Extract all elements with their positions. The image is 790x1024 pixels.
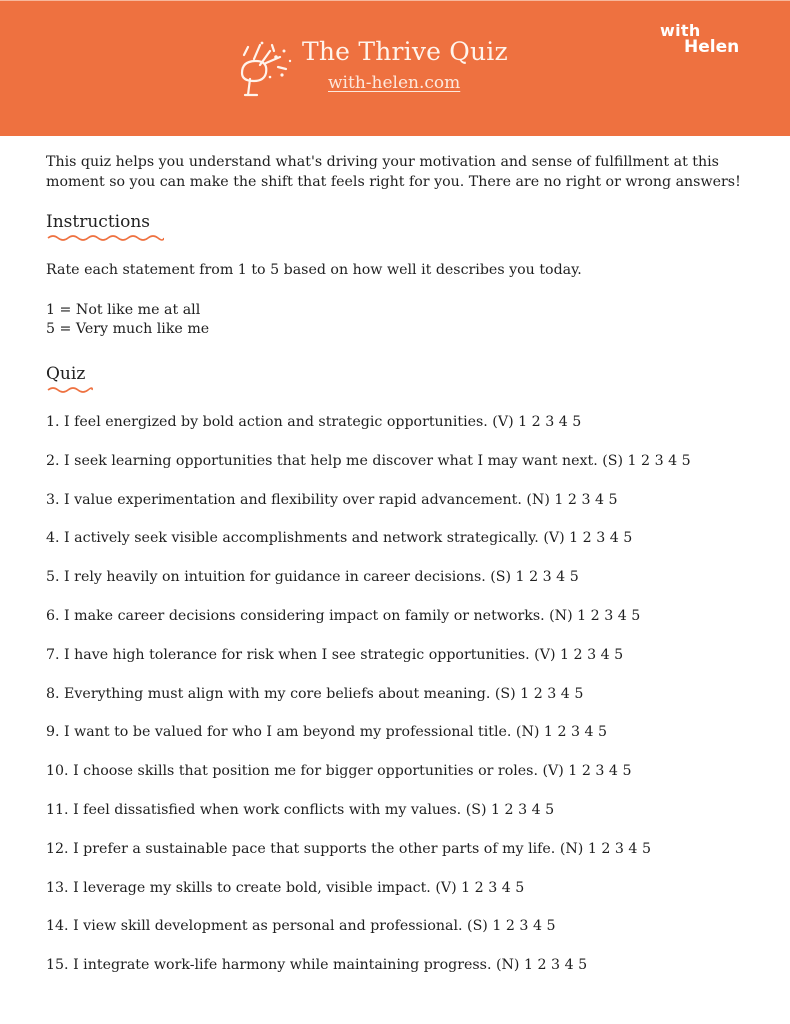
quiz-item: 13. I leverage my skills to create bold, visible impact. (V) 1 2 3 4 5	[46, 879, 525, 896]
brand-name-text: Helen	[684, 37, 740, 57]
rate-instruction: Rate each statement from 1 to 5 based on how well it describes you today.	[46, 262, 582, 278]
quiz-item: 5. I rely heavily on intuition for guidance in career decisions. (S) 1 2 3 4 5	[46, 569, 579, 586]
quiz-item: 15. I integrate work-life harmony while maintaining progress. (N) 1 2 3 4 5	[46, 957, 588, 974]
scale-low: 1 = Not like me at all	[46, 302, 201, 318]
quiz-item: 6. I make career decisions considering impact on family or networks. (N) 1 2 3 4 5	[46, 607, 641, 624]
intro-paragraph: This quiz helps you understand what's driving your motivation and sense of fulfillment at this moment so you can make the shift that feels right for you. There are no right or wrong answers!	[46, 154, 741, 190]
quiz-item: 3. I value experimentation and flexibility over rapid advancement. (N) 1 2 3 4 5	[46, 491, 618, 508]
quiz-squiggle	[46, 386, 94, 394]
party-popper-icon	[232, 37, 300, 105]
quiz-item: 14. I view skill development as personal and professional. (S) 1 2 3 4 5	[46, 918, 556, 935]
quiz-item: 4. I actively seek visible accomplishments and network strategically. (V) 1 2 3 4 5	[46, 530, 633, 547]
quiz-item: 9. I want to be valued for who I am beyond my professional title. (N) 1 2 3 4 5	[46, 724, 608, 741]
brand-with-text: with	[660, 21, 701, 40]
quiz-title: The Thrive Quiz	[302, 37, 508, 66]
brand-logo	[658, 19, 750, 59]
quiz-item: 7. I have high tolerance for risk when I see strategic opportunities. (V) 1 2 3 4 5	[46, 646, 624, 663]
instructions-heading: Instructions	[46, 212, 150, 232]
quiz-item: 1. I feel energized by bold action and strategic opportunities. (V) 1 2 3 4 5	[46, 414, 582, 430]
quiz-item: 11. I feel dissatisfied when work conflicts with my values. (S) 1 2 3 4 5	[46, 801, 555, 818]
main-content	[46, 152, 750, 974]
header-banner	[0, 0, 790, 136]
rating-scale	[46, 301, 209, 339]
scale-high: 5 = Very much like me	[46, 321, 210, 337]
quiz-item: 8. Everything must align with my core beliefs about meaning. (S) 1 2 3 4 5	[46, 685, 584, 702]
quiz-item: 10. I choose skills that position me for bigger opportunities or roles. (V) 1 2 3 4 5	[46, 763, 632, 780]
quiz-item: 12. I prefer a sustainable pace that supports the other parts of my life. (N) 1 2 3 4 5	[46, 840, 651, 857]
quiz-item: 2. I seek learning opportunities that help me discover what I may want next. (S) 1 2 3 4 5	[46, 452, 691, 469]
quiz-heading: Quiz	[46, 364, 86, 384]
instructions-squiggle	[46, 234, 164, 242]
quiz-list	[46, 414, 691, 996]
website-link[interactable]: with-helen.com	[328, 73, 461, 93]
